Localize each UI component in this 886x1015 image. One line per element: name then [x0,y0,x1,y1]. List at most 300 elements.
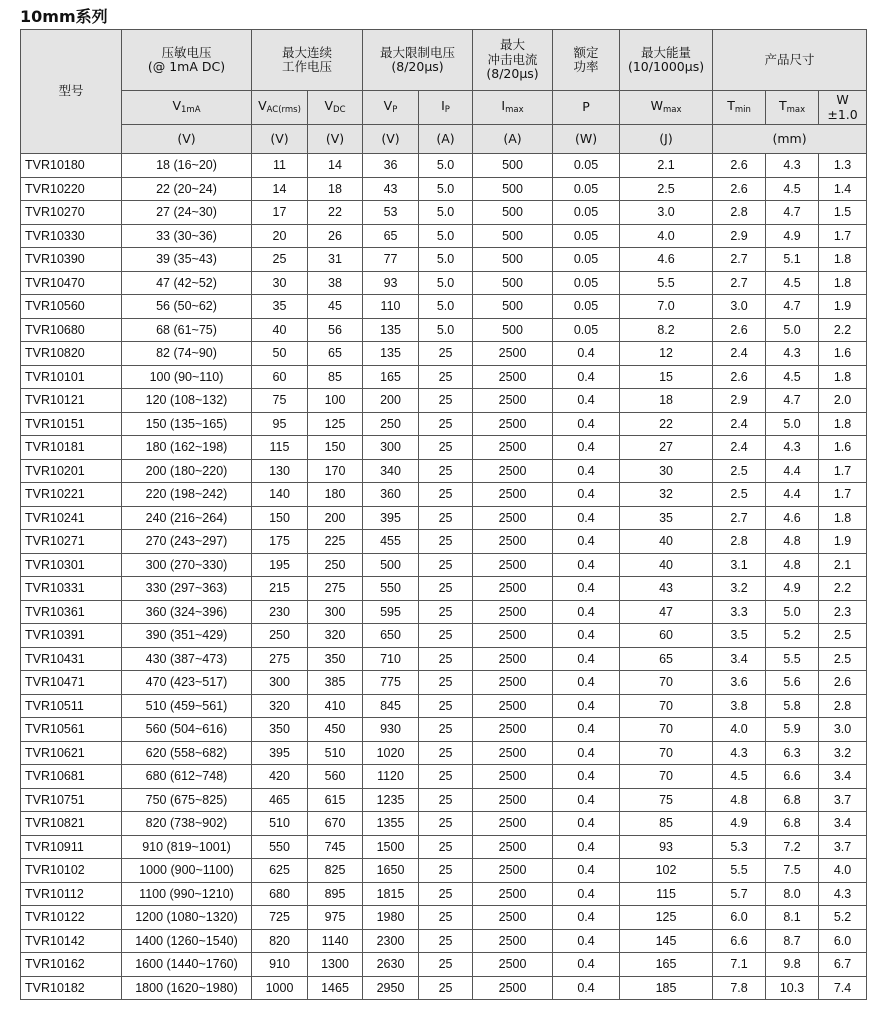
cell-power: 0.05 [553,177,620,201]
cell-vdc: 170 [308,459,363,483]
cell-tmin: 2.9 [713,389,766,413]
cell-model: TVR10621 [21,741,122,765]
table-row [21,671,867,695]
cell-vac: 20 [252,224,308,248]
cell-energy: 75 [620,788,713,812]
cell-tmin: 2.7 [713,506,766,530]
cell-vdc: 200 [308,506,363,530]
unit-cell: (J) [620,125,713,154]
cell-tmin: 3.4 [713,647,766,671]
symbol-main: V [324,98,334,114]
cell-width: 5.2 [819,906,867,930]
cell-energy: 70 [620,694,713,718]
cell-tmax: 4.5 [766,177,819,201]
cell-tmax: 4.5 [766,365,819,389]
header-line: 最大能量 [641,44,692,60]
cell-tmax: 4.3 [766,154,819,178]
cell-power: 0.4 [553,906,620,930]
table-row [21,177,867,201]
cell-width: 1.8 [819,365,867,389]
cell-tmin: 2.6 [713,177,766,201]
table-row [21,741,867,765]
cell-vp: 135 [363,318,419,342]
cell-ip: 5.0 [419,295,473,319]
cell-width: 1.6 [819,342,867,366]
cell-model: TVR10821 [21,812,122,836]
cell-varistor-voltage: 360 (324~396) [122,600,252,624]
cell-power: 0.4 [553,882,620,906]
cell-varistor-voltage: 82 (74~90) [122,342,252,366]
header-line: 最大 [500,37,526,53]
cell-ip: 25 [419,694,473,718]
cell-vp: 1120 [363,765,419,789]
cell-vac: 420 [252,765,308,789]
cell-tmax: 5.9 [766,718,819,742]
cell-tmin: 3.6 [713,671,766,695]
cell-ip: 5.0 [419,201,473,225]
cell-varistor-voltage: 1100 (990~1210) [122,882,252,906]
cell-width: 1.7 [819,224,867,248]
cell-width: 1.7 [819,459,867,483]
cell-vdc: 250 [308,553,363,577]
cell-varistor-voltage: 27 (24~30) [122,201,252,225]
cell-width: 1.9 [819,295,867,319]
symbol-p [553,91,620,125]
cell-varistor-voltage: 39 (35~43) [122,248,252,272]
header-line: 最大连续 [282,44,333,60]
cell-width: 1.8 [819,271,867,295]
cell-power: 0.4 [553,436,620,460]
cell-power: 0.4 [553,553,620,577]
cell-tmax: 6.6 [766,765,819,789]
table-row [21,553,867,577]
cell-tmin: 5.7 [713,882,766,906]
cell-tmin: 2.6 [713,318,766,342]
cell-energy: 70 [620,741,713,765]
cell-imax: 500 [473,295,553,319]
cell-varistor-voltage: 18 (16~20) [122,154,252,178]
cell-vac: 14 [252,177,308,201]
header-line: 功率 [573,59,599,74]
cell-model: TVR10561 [21,718,122,742]
cell-varistor-voltage: 240 (216~264) [122,506,252,530]
cell-imax: 2500 [473,835,553,859]
cell-width: 2.6 [819,671,867,695]
cell-tmin: 5.3 [713,835,766,859]
cell-tmin: 2.5 [713,483,766,507]
cell-width: 1.6 [819,436,867,460]
table-row [21,788,867,812]
cell-tmin: 4.0 [713,718,766,742]
cell-tmax: 4.7 [766,295,819,319]
symbol-w [819,91,867,125]
cell-vp: 93 [363,271,419,295]
cell-model: TVR10431 [21,647,122,671]
cell-ip: 25 [419,530,473,554]
cell-width: 3.4 [819,812,867,836]
table-row [21,154,867,178]
cell-model: TVR10102 [21,859,122,883]
cell-power: 0.05 [553,318,620,342]
cell-ip: 25 [419,882,473,906]
cell-vdc: 180 [308,483,363,507]
cell-tmin: 3.0 [713,295,766,319]
cell-width: 1.5 [819,201,867,225]
cell-vac: 140 [252,483,308,507]
cell-vp: 845 [363,694,419,718]
cell-power: 0.4 [553,459,620,483]
header-line: 最大限制电压 [380,44,456,60]
cell-model: TVR10361 [21,600,122,624]
cell-power: 0.4 [553,835,620,859]
symbol-sub: P [392,105,398,116]
symbol-vdc [308,91,363,125]
cell-model: TVR10911 [21,835,122,859]
cell-ip: 25 [419,506,473,530]
cell-imax: 500 [473,248,553,272]
cell-model: TVR10391 [21,624,122,648]
table-row [21,647,867,671]
symbol-imax [473,91,553,125]
cell-vdc: 85 [308,365,363,389]
table-row [21,953,867,977]
unit-cell: (A) [473,125,553,154]
header-line: (8/20μs) [391,59,444,74]
cell-energy: 18 [620,389,713,413]
header-line: (10/1000μs) [627,59,705,74]
cell-power: 0.4 [553,788,620,812]
cell-tmax: 4.4 [766,459,819,483]
cell-varistor-voltage: 620 (558~682) [122,741,252,765]
cell-ip: 25 [419,483,473,507]
cell-vp: 1500 [363,835,419,859]
table-row [21,906,867,930]
cell-varistor-voltage: 1000 (900~1100) [122,859,252,883]
cell-power: 0.4 [553,812,620,836]
cell-imax: 500 [473,177,553,201]
cell-energy: 22 [620,412,713,436]
cell-varistor-voltage: 180 (162~198) [122,436,252,460]
cell-ip: 5.0 [419,177,473,201]
cell-vdc: 100 [308,389,363,413]
cell-tmax: 8.0 [766,882,819,906]
cell-tmin: 3.2 [713,577,766,601]
cell-width: 2.5 [819,647,867,671]
cell-tmax: 4.3 [766,436,819,460]
cell-vp: 2630 [363,953,419,977]
cell-tmax: 4.7 [766,201,819,225]
cell-energy: 65 [620,647,713,671]
cell-power: 0.4 [553,741,620,765]
cell-model: TVR10751 [21,788,122,812]
symbol-sub: max [786,105,806,116]
cell-vac: 230 [252,600,308,624]
cell-imax: 2500 [473,929,553,953]
cell-model: TVR10181 [21,436,122,460]
header-line: (8/20μs) [486,66,539,82]
cell-energy: 40 [620,530,713,554]
cell-energy: 70 [620,718,713,742]
cell-energy: 47 [620,600,713,624]
header-max-continuous-voltage [252,30,363,91]
cell-vdc: 150 [308,436,363,460]
cell-varistor-voltage: 68 (61~75) [122,318,252,342]
cell-power: 0.4 [553,342,620,366]
cell-width: 3.0 [819,718,867,742]
cell-varistor-voltage: 1200 (1080~1320) [122,906,252,930]
cell-tmin: 2.7 [713,248,766,272]
cell-model: TVR10681 [21,765,122,789]
cell-tmax: 5.6 [766,671,819,695]
table-row [21,318,867,342]
cell-ip: 25 [419,600,473,624]
cell-width: 1.4 [819,177,867,201]
cell-ip: 25 [419,788,473,812]
cell-tmin: 3.8 [713,694,766,718]
table-row [21,271,867,295]
cell-varistor-voltage: 680 (612~748) [122,765,252,789]
cell-power: 0.4 [553,953,620,977]
cell-power: 0.05 [553,295,620,319]
cell-vdc: 56 [308,318,363,342]
cell-width: 1.8 [819,248,867,272]
cell-width: 1.8 [819,506,867,530]
cell-tmax: 9.8 [766,953,819,977]
cell-vp: 1020 [363,741,419,765]
cell-vp: 1980 [363,906,419,930]
cell-model: TVR10180 [21,154,122,178]
cell-energy: 125 [620,906,713,930]
cell-tmax: 4.9 [766,224,819,248]
symbol-vp [363,91,419,125]
cell-model: TVR10271 [21,530,122,554]
cell-imax: 2500 [473,436,553,460]
cell-varistor-voltage: 22 (20~24) [122,177,252,201]
cell-width: 2.3 [819,600,867,624]
cell-tmax: 6.8 [766,812,819,836]
cell-vp: 775 [363,671,419,695]
cell-tmax: 4.6 [766,506,819,530]
cell-tmax: 4.3 [766,342,819,366]
cell-width: 1.3 [819,154,867,178]
symbol-tmin [713,91,766,125]
cell-vdc: 615 [308,788,363,812]
symbol-sub: P [444,105,450,116]
cell-imax: 2500 [473,741,553,765]
cell-width: 2.5 [819,624,867,648]
cell-model: TVR10241 [21,506,122,530]
cell-vac: 395 [252,741,308,765]
cell-energy: 8.2 [620,318,713,342]
cell-imax: 500 [473,201,553,225]
symbol-vac [252,91,308,125]
cell-energy: 40 [620,553,713,577]
cell-model: TVR10270 [21,201,122,225]
symbol-main: W [836,92,849,108]
cell-vp: 2300 [363,929,419,953]
cell-energy: 4.6 [620,248,713,272]
cell-imax: 500 [473,271,553,295]
cell-ip: 25 [419,436,473,460]
cell-imax: 2500 [473,765,553,789]
cell-model: TVR10511 [21,694,122,718]
cell-energy: 145 [620,929,713,953]
cell-vac: 130 [252,459,308,483]
symbol-main: T [778,98,787,114]
cell-width: 2.1 [819,553,867,577]
cell-tmax: 5.0 [766,318,819,342]
cell-varistor-voltage: 200 (180~220) [122,459,252,483]
cell-vp: 1355 [363,812,419,836]
cell-vp: 300 [363,436,419,460]
cell-model: TVR10162 [21,953,122,977]
cell-tmin: 2.6 [713,154,766,178]
table-row [21,483,867,507]
cell-power: 0.4 [553,506,620,530]
cell-vdc: 320 [308,624,363,648]
cell-model: TVR10122 [21,906,122,930]
table-row [21,577,867,601]
cell-imax: 2500 [473,624,553,648]
cell-vp: 930 [363,718,419,742]
unit-cell: (W) [553,125,620,154]
cell-imax: 2500 [473,671,553,695]
cell-tmax: 8.7 [766,929,819,953]
cell-ip: 25 [419,929,473,953]
cell-width: 2.2 [819,318,867,342]
cell-energy: 27 [620,436,713,460]
cell-vac: 195 [252,553,308,577]
cell-width: 4.0 [819,859,867,883]
header-line: 冲击电流 [487,51,538,67]
table-row [21,412,867,436]
cell-vp: 650 [363,624,419,648]
cell-power: 0.05 [553,271,620,295]
cell-varistor-voltage: 1400 (1260~1540) [122,929,252,953]
cell-energy: 5.5 [620,271,713,295]
cell-power: 0.05 [553,224,620,248]
symbol-main: I [501,98,506,114]
cell-width: 7.4 [819,976,867,1000]
cell-tmin: 2.4 [713,342,766,366]
cell-ip: 25 [419,835,473,859]
cell-vp: 455 [363,530,419,554]
cell-model: TVR10221 [21,483,122,507]
cell-model: TVR10560 [21,295,122,319]
header-max-surge-current [473,30,553,91]
cell-ip: 25 [419,459,473,483]
cell-varistor-voltage: 820 (738~902) [122,812,252,836]
cell-vp: 110 [363,295,419,319]
cell-power: 0.4 [553,671,620,695]
cell-vac: 215 [252,577,308,601]
cell-imax: 2500 [473,342,553,366]
cell-ip: 5.0 [419,154,473,178]
table-row [21,624,867,648]
header-max-clamping-voltage [363,30,473,91]
cell-vdc: 45 [308,295,363,319]
table-body [21,154,867,1000]
cell-vac: 115 [252,436,308,460]
unit-cell: (V) [363,125,419,154]
table-row [21,295,867,319]
symbol-tmax [766,91,819,125]
cell-width: 1.7 [819,483,867,507]
cell-vac: 25 [252,248,308,272]
cell-imax: 2500 [473,694,553,718]
cell-energy: 93 [620,835,713,859]
table-row [21,436,867,460]
cell-energy: 35 [620,506,713,530]
cell-vp: 36 [363,154,419,178]
cell-model: TVR10470 [21,271,122,295]
header-line: 压敏电压 [161,44,212,60]
cell-tmax: 7.5 [766,859,819,883]
cell-imax: 2500 [473,953,553,977]
cell-ip: 25 [419,365,473,389]
cell-vac: 60 [252,365,308,389]
cell-width: 3.7 [819,835,867,859]
cell-tmax: 5.0 [766,412,819,436]
cell-vac: 175 [252,530,308,554]
cell-vp: 500 [363,553,419,577]
cell-power: 0.4 [553,929,620,953]
cell-imax: 2500 [473,647,553,671]
cell-tmax: 4.7 [766,389,819,413]
cell-vp: 710 [363,647,419,671]
cell-model: TVR10390 [21,248,122,272]
table-row [21,365,867,389]
cell-power: 0.05 [553,248,620,272]
cell-vac: 725 [252,906,308,930]
cell-varistor-voltage: 300 (270~330) [122,553,252,577]
cell-ip: 25 [419,718,473,742]
header-model: 型号 [21,30,122,154]
header-rated-power [553,30,620,91]
cell-varistor-voltage: 150 (135~165) [122,412,252,436]
cell-varistor-voltage: 430 (387~473) [122,647,252,671]
cell-imax: 2500 [473,577,553,601]
cell-tmin: 2.9 [713,224,766,248]
cell-imax: 2500 [473,483,553,507]
cell-vdc: 350 [308,647,363,671]
cell-ip: 25 [419,741,473,765]
cell-vac: 95 [252,412,308,436]
cell-tmin: 6.0 [713,906,766,930]
cell-varistor-voltage: 270 (243~297) [122,530,252,554]
cell-ip: 25 [419,812,473,836]
cell-vac: 250 [252,624,308,648]
cell-tmax: 4.5 [766,271,819,295]
cell-vdc: 560 [308,765,363,789]
header-line: 额定 [573,44,599,60]
cell-width: 3.2 [819,741,867,765]
table-header [21,30,867,154]
cell-imax: 2500 [473,389,553,413]
cell-tmax: 5.1 [766,248,819,272]
table-row [21,248,867,272]
header-line: 工作电压 [282,59,333,74]
cell-ip: 25 [419,624,473,648]
table-row [21,530,867,554]
cell-power: 0.4 [553,647,620,671]
cell-power: 0.4 [553,718,620,742]
cell-vdc: 1465 [308,976,363,1000]
symbol-main: W [650,98,663,114]
cell-tmax: 6.3 [766,741,819,765]
cell-vdc: 300 [308,600,363,624]
cell-model: TVR10820 [21,342,122,366]
